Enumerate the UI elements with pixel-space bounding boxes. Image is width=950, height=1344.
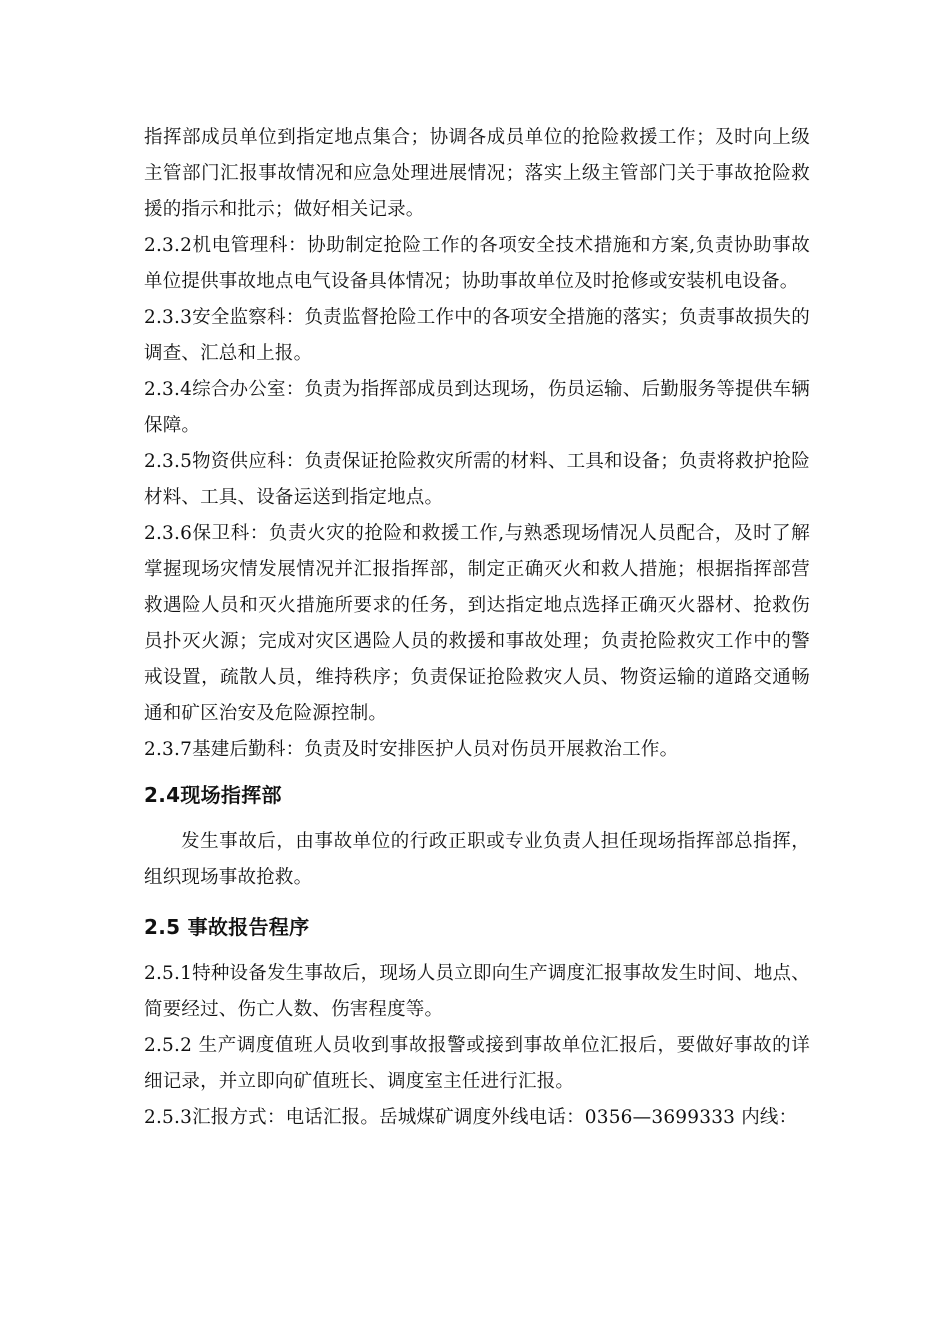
paragraph-2-3-5: 2.3.5物资供应科：负责保证抢险救灾所需的材料、工具和设备；负责将救护抢险材料、工具、设备运送到指定地点。: [144, 451, 810, 508]
paragraph-2-3-2: 2.3.2机电管理科：协助制定抢险工作的各项安全技术措施和方案,负责协助事故单位提供事故地点电气设备具体情况；协助事故单位及时抢修或安装机电设备。: [144, 235, 810, 292]
paragraph-2-5-2: 2.5.2 生产调度值班人员收到事故报警或接到事故单位汇报后，要做好事故的详细记录，并立即向矿值班长、调度室主任进行汇报。: [144, 1035, 810, 1092]
section-heading-2-4: 2.4现场指挥部: [144, 783, 282, 807]
section-heading-2-5: 2.5 事故报告程序: [144, 915, 310, 939]
paragraph-2-3-6: 2.3.6保卫科：负责火灾的抢险和救援工作,与熟悉现场情况人员配合，及时了解掌握现场灾情发展情况并汇报指挥部，制定正确灭火和救人措施；根据指挥部营救遇险人员和灭火措施所要求的任务，到达指定地点选择正确灭火器材、抢救伤员扑灭火源；完成对灾区遇险人员的救援和事故处理；负责抢险救灾工作中的警戒设置，疏散人员，维持秩序；负责保证抢险救灾人员、物资运输的道路交通畅通和矿区治安及危险源控制。: [144, 523, 810, 724]
paragraph-2-3-4: 2.3.4综合办公室：负责为指挥部成员到达现场，伤员运输、后勤服务等提供车辆保障。: [144, 379, 810, 436]
paragraph-2-4: 发生事故后，由事故单位的行政正职或专业负责人担任现场指挥部总指挥，组织现场事故抢救。: [144, 831, 810, 888]
document-page: [144, 120, 810, 1136]
paragraph-2-3-7: 2.3.7基建后勤科：负责及时安排医护人员对伤员开展救治工作。: [144, 739, 679, 760]
paragraph-command-duties: 指挥部成员单位到指定地点集合；协调各成员单位的抢险救援工作；及时向上级主管部门汇报事故情况和应急处理进展情况；落实上级主管部门关于事故抢险救援的指示和批示；做好相关记录。: [144, 127, 810, 220]
paragraph-2-5-1: 2.5.1特种设备发生事故后，现场人员立即向生产调度汇报事故发生时间、地点、简要经过、伤亡人数、伤害程度等。: [144, 963, 810, 1020]
paragraph-2-3-3: 2.3.3安全监察科：负责监督抢险工作中的各项安全措施的落实；负责事故损失的调查、汇总和上报。: [144, 307, 810, 364]
paragraph-2-5-3: 2.5.3汇报方式：电话汇报。岳城煤矿调度外线电话：0356—3699333 内线：: [144, 1107, 798, 1128]
